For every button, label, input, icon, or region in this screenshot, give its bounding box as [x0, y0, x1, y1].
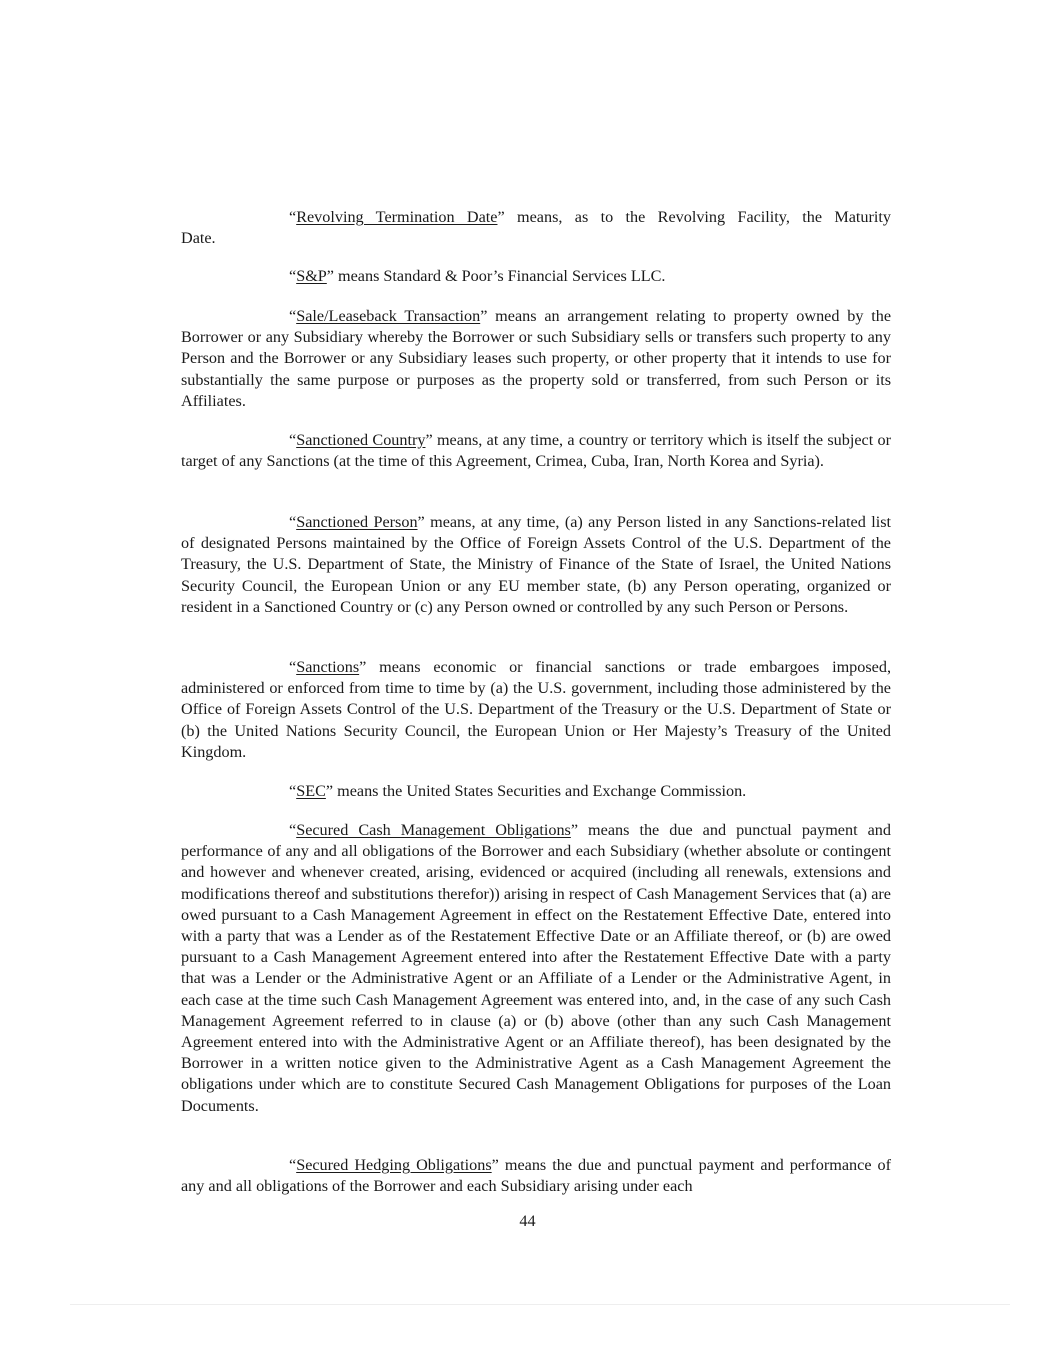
definition-sale-leaseback: “Sale/Leaseback Transaction” means an arrangement relating to property owned by the Borrower or any Subsidiary whereby the Borrower or such Subsidiary sells or transfers such property to any Person and the Borrower or any Subsidiary leases such property, or other property that it intends to use for substantially the same purpose or purposes as the property sold or transferred, from such Person or its Affiliates.: [181, 307, 892, 410]
defined-term: Sale/Leaseback Transaction: [296, 307, 481, 325]
defined-term: Sanctioned Person: [296, 513, 418, 531]
defined-term: S&P: [296, 267, 327, 285]
definition-text: ” means, at any time, a country or territory which is itself the subject or target of any Sanctions (at the time of this Agreement, Crimea, Cuba, Iran, North Korea and Syria).: [181, 431, 891, 471]
defined-term: Sanctions: [296, 658, 360, 676]
definition-text: ” means, as to the Revolving Facility, the Maturity: [497, 208, 892, 226]
definition-revolving-termination-date-first-line: “Revolving Termination Date” means, as to the Revolving Facility, the Maturity: [289, 208, 892, 226]
definition-revolving-termination-date-continuation: Date.: [181, 229, 216, 247]
defined-term: Secured Cash Management Obligations: [296, 821, 571, 839]
definition-text: ” means, at any time, (a) any Person listed in any Sanctions-related list of designated Persons maintained by the Office of Foreign Assets Control of the U.S. Department of the Treasury, the U.S. Department of State, the Ministry of Finance of the State of Israel, the United Nations Security Council, the European Union or any EU member state, (b) any Person operating, organized or resident in a Sanctioned Country or (c) any Person owned or controlled by any such Person or Persons.: [181, 513, 891, 616]
definition-secured-hedging-obligations: “Secured Hedging Obligations” means the due and punctual payment and performance of any and all obligations of the Borrower and each Subsidiary arising under each: [181, 1156, 892, 1196]
definition-text: ” means economic or financial sanctions or trade embargoes imposed, administered or enforced from time to time by (a) the U.S. government, including those administered by the Office of Foreign Assets Control of the U.S. Department of the Treasury or the U.S. Department of State or (b) the United Nations Security Council, the European Union or Her Majesty’s Treasury of the United Kingdom.: [181, 658, 891, 761]
definition-sec: “SEC” means the United States Securities and Exchange Commission.: [289, 782, 747, 800]
page-number: 44: [519, 1212, 536, 1230]
definition-sanctioned-country: “Sanctioned Country” means, at any time, a country or territory which is itself the subject or target of any Sanctions (at the time of this Agreement, Crimea, Cuba, Iran, North Korea and Syria).: [181, 431, 891, 471]
defined-term: Sanctioned Country: [296, 431, 426, 449]
page-bottom-divider: [70, 1304, 1010, 1305]
definition-text: ” means Standard & Poor’s Financial Services LLC.: [326, 267, 666, 285]
definition-s-and-p: “S&P” means Standard & Poor’s Financial Services LLC.: [289, 267, 666, 285]
definition-sanctioned-person: “Sanctioned Person” means, at any time, (a) any Person listed in any Sanctions-related list of designated Persons maintained by the Office of Foreign Assets Control of the U.S. Department of the Treasury, the U.S. Department of State, the Ministry of Finance of the State of Israel, the United Nations Security Council, the European Union or any EU member state, (b) any Person operating, organized or resident in a Sanctioned Country or (c) any Person owned or controlled by any such Person or Persons.: [181, 513, 891, 616]
defined-term: Secured Hedging Obligations: [296, 1156, 492, 1174]
definition-text: ” means the United States Securities and Exchange Commission.: [325, 782, 747, 800]
defined-term: Revolving Termination Date: [296, 208, 498, 226]
definition-text: ” means the due and punctual payment and performance of any and all obligations of the Borrower and each Subsidiary arising under each: [181, 1156, 892, 1196]
definition-sanctions: “Sanctions” means economic or financial sanctions or trade embargoes imposed, administered or enforced from time to time by (a) the U.S. government, including those administered by the Office of Foreign Assets Control of the U.S. Department of the Treasury or the U.S. Department of State or (b) the United Nations Security Council, the European Union or Her Majesty’s Treasury of the United Kingdom.: [181, 658, 891, 761]
definition-text: ” means an arrangement relating to property owned by the Borrower or any Subsidiary whereby the Borrower or such Subsidiary sells or transfers such property to any Person and the Borrower or any Subsidiary leases such property, or other property that it intends to use for substantially the same purpose or purposes as the property sold or transferred, from such Person or its Affiliates.: [181, 307, 892, 410]
definition-secured-cash-management-obligations: “Secured Cash Management Obligations” means the due and punctual payment and performance of any and all obligations of the Borrower and each Subsidiary (whether absolute or contingent and however and whenever created, arising, evidenced or acquired (including all renewals, extensions and modifications thereof and substitutions therefor)) arising in respect of Cash Management Services that (a) are owed pursuant to a Cash Management Agreement in effect on the Restatement Effective Date, entered into with a party that was a Lender as of the Restatement Effective Date or an Affiliate thereof, or (b) are owed pursuant to a Cash Management Agreement entered into after the Restatement Effective Date with a party that was a Lender or the Administrative Agent or an Affiliate of a Lender or the Administrative Agent, in each case at the time such Cash Management Agreement was entered into, and, in the case of any such Cash Management Agreement referred to in clause (a) or (b) above (other than any such Cash Management Agreement entered into with the Administrative Agent or an Affiliate thereof), has been designated by the Borrower in a written notice given to the Administrative Agent as a Cash Management Agreement the obligations under which are to constitute Secured Cash Management Obligations for purposes of the Loan Documents.: [181, 821, 891, 1115]
defined-term: SEC: [296, 782, 326, 800]
definition-text: ” means the due and punctual payment and performance of any and all obligations of the Borrower and each Subsidiary (whether absolute or contingent and however and whenever created, arising, evidenced or acquired (including all renewals, extensions and modifications thereof and substitutions therefor)) arising in respect of Cash Management Services that (a) are owed pursuant to a Cash Management Agreement in effect on the Restatement Effective Date, entered into with a party that was a Lender as of the Restatement Effective Date or an Affiliate thereof, or (b) are owed pursuant to a Cash Management Agreement entered into after the Restatement Effective Date with a party that was a Lender or the Administrative Agent or an Affiliate of a Lender or the Administrative Agent, in each case at the time such Cash Management Agreement was entered into, and, in the case of any such Cash Management Agreement referred to in clause (a) or (b) above (other than any such Cash Management Agreement entered into with the Administrative Agent or an Affiliate thereof), has been designated by the Borrower in a written notice given to the Administrative Agent as a Cash Management Agreement the obligations under which are to constitute Secured Cash Management Obligations for purposes of the Loan Documents.: [181, 821, 891, 1115]
